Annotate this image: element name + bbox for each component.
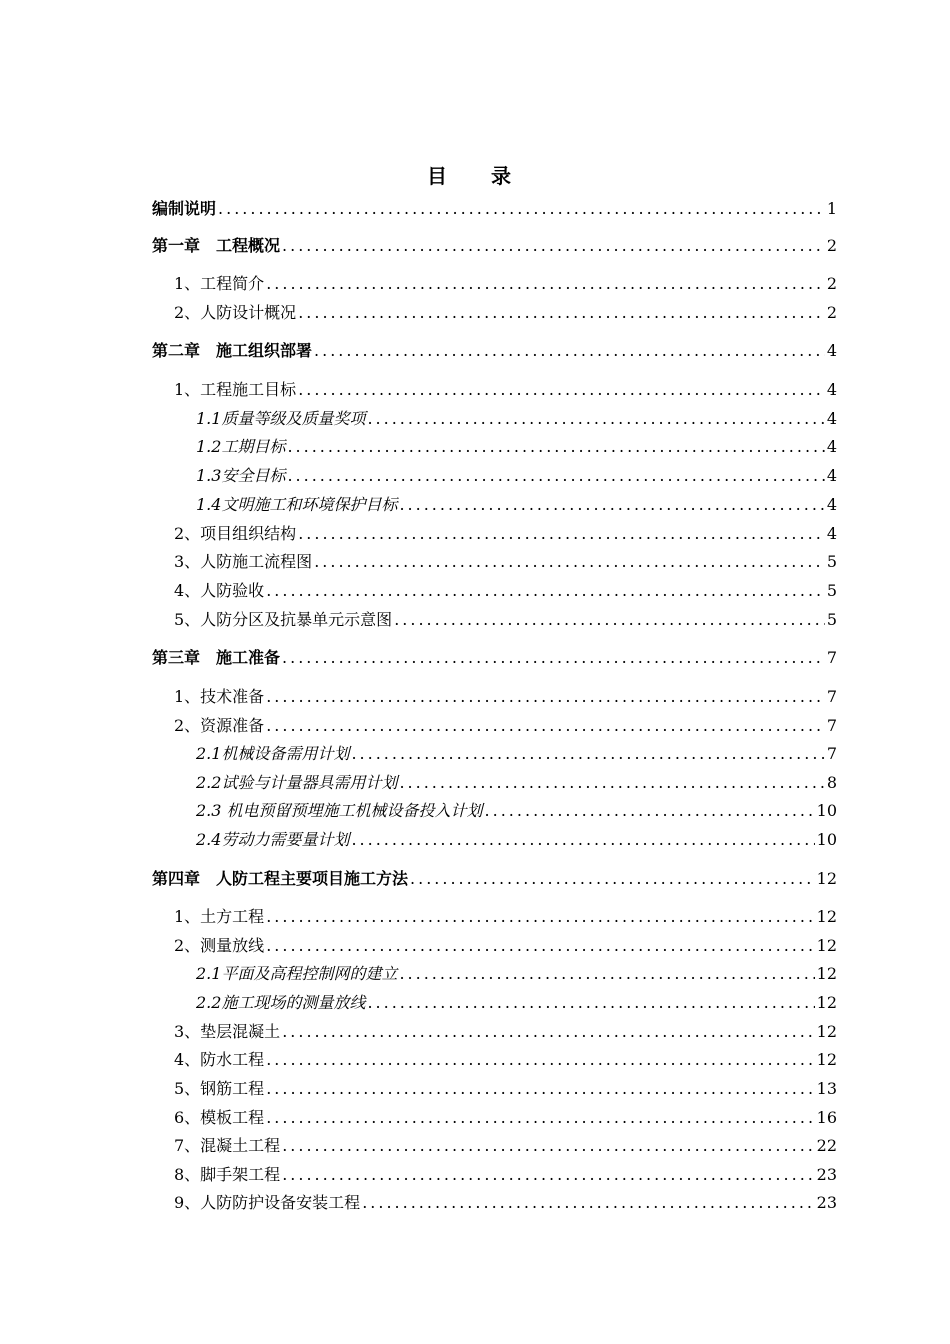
toc-dot-leader [282,1165,814,1185]
toc-entry-label: 1.1质量等级及质量奖项 [196,409,366,428]
toc-entry[interactable] [0,1165,837,1185]
toc-dot-leader [367,409,824,429]
toc-entry[interactable] [0,1022,837,1042]
toc-entry-label: 5、钢筋工程 [174,1079,265,1098]
toc-entry[interactable] [0,409,837,429]
toc-page-number: 4 [826,495,837,514]
toc-page-number: 2 [826,303,837,322]
toc-entry-label: 2.1机械设备需用计划 [196,744,350,763]
page-title: 目 录 [427,164,523,188]
toc-entry[interactable] [0,648,837,668]
toc-dot-leader [399,773,824,793]
toc-entry-label: 1.4文明施工和环境保护目标 [196,495,398,514]
toc-dot-leader [266,274,825,294]
toc-dot-leader [485,801,815,821]
toc-page-number: 12 [816,869,837,888]
toc-dot-leader [282,1136,814,1156]
toc-dot-leader [298,380,825,400]
toc-page-number: 5 [826,552,837,571]
toc-entry-label: 1、技术准备 [174,687,265,706]
toc-page-number: 10 [816,830,837,849]
toc-dot-leader [266,1108,814,1128]
toc-page-number: 23 [816,1165,837,1184]
toc-dot-leader [266,581,825,601]
toc-dot-leader [282,236,825,256]
toc-page-number: 8 [826,773,837,792]
toc-page-number: 7 [826,716,837,735]
toc-entry-label: 5、人防分区及抗暴单元示意图 [174,610,393,629]
toc-entry[interactable] [0,552,837,572]
toc-entry[interactable] [0,830,837,850]
toc-entry[interactable] [0,495,837,515]
toc-entry-label: 2.2施工现场的测量放线 [196,993,366,1012]
toc-page-number: 16 [816,1108,837,1127]
toc-dot-leader [298,303,825,323]
toc-dot-leader [399,495,824,515]
toc-page-number: 22 [816,1136,837,1155]
toc-page-number: 12 [816,993,837,1012]
toc-entry-label: 第二章 施工组织部署 [152,341,313,360]
toc-page-number: 12 [816,936,837,955]
toc-entry[interactable] [0,869,837,889]
toc-dot-leader [218,199,825,219]
toc-page-number: 12 [816,1050,837,1069]
toc-entry[interactable] [0,1079,837,1099]
toc-dot-leader [266,936,814,956]
toc-entry-label: 第三章 施工准备 [152,648,281,667]
toc-page-number: 7 [826,687,837,706]
toc-page-number: 2 [826,236,837,255]
toc-entry[interactable] [0,1193,837,1213]
toc-dot-leader [394,610,825,630]
toc-entry-label: 1、工程施工目标 [174,380,297,399]
toc-entry[interactable] [0,687,837,707]
toc-entry-label: 2、人防设计概况 [174,303,297,322]
toc-entry[interactable] [0,437,837,457]
toc-dot-leader [266,907,814,927]
toc-dot-leader [351,744,824,764]
toc-entry-label: 1.3安全目标 [196,466,286,485]
toc-page-number: 7 [826,648,837,667]
toc-dot-leader [266,1050,814,1070]
toc-entry-label: 8、脚手架工程 [174,1165,281,1184]
toc-entry[interactable] [0,199,837,219]
toc-entry[interactable] [0,801,837,821]
toc-entry-label: 2.4劳动力需要量计划 [196,830,350,849]
toc-entry[interactable] [0,610,837,630]
toc-entry[interactable] [0,466,837,486]
toc-page-number: 7 [826,744,837,763]
toc-entry[interactable] [0,341,837,361]
toc-entry-label: 9、人防防护设备安装工程 [174,1193,361,1212]
toc-entry-label: 2、项目组织结构 [174,524,297,543]
toc-entry-label: 6、模板工程 [174,1108,265,1127]
toc-dot-leader [287,437,824,457]
toc-page-number: 4 [826,380,837,399]
toc-dot-leader [282,648,825,668]
toc-entry[interactable] [0,1136,837,1156]
toc-dot-leader [298,524,825,544]
toc-entry-label: 第一章 工程概况 [152,236,281,255]
toc-page-number: 2 [826,274,837,293]
toc-entry[interactable] [0,236,837,256]
toc-entry-label: 1.2工期目标 [196,437,286,456]
toc-entry-label: 7、混凝土工程 [174,1136,281,1155]
toc-page-number: 12 [816,964,837,983]
toc-page-number: 4 [826,466,837,485]
toc-dot-leader [287,466,824,486]
toc-entry[interactable] [0,993,837,1013]
toc-entry[interactable] [0,274,837,294]
toc-entry-label: 2.3 机电预留预埋施工机械设备投入计划 [196,801,483,820]
toc-page-number: 12 [816,1022,837,1041]
toc-entry[interactable] [0,964,837,984]
toc-entry-label: 2、测量放线 [174,936,265,955]
toc-dot-leader [410,869,815,889]
toc-entry-label: 3、垫层混凝土 [174,1022,281,1041]
toc-entry-label: 2.2试验与计量器具需用计划 [196,773,398,792]
toc-entry[interactable] [0,1050,837,1070]
toc-page-number: 10 [816,801,837,820]
toc-entry[interactable] [0,581,837,601]
toc-entry-label: 1、土方工程 [174,907,265,926]
toc-entry-label: 2.1平面及高程控制网的建立 [196,964,398,983]
toc-entry-label: 编制说明 [152,199,217,218]
toc-entry[interactable] [0,303,837,323]
toc-dot-leader [399,964,814,984]
toc-entry[interactable] [0,716,837,736]
toc-page-number: 12 [816,907,837,926]
toc-page-number: 23 [816,1193,837,1212]
toc-entry-label: 第四章 人防工程主要项目施工方法 [152,869,409,888]
toc-entry[interactable] [0,773,837,793]
toc-entry-label: 2、资源准备 [174,716,265,735]
toc-dot-leader [282,1022,814,1042]
toc-dot-leader [351,830,814,850]
toc-dot-leader [266,1079,814,1099]
toc-page-number: 5 [826,581,837,600]
toc-entry[interactable] [0,524,837,544]
toc-entry[interactable] [0,907,837,927]
toc-entry-label: 4、人防验收 [174,581,265,600]
toc-page-number: 1 [826,199,837,218]
toc-page-number: 5 [826,610,837,629]
toc-page-number: 4 [826,409,837,428]
toc-entry-label: 3、人防施工流程图 [174,552,313,571]
toc-entry[interactable] [0,936,837,956]
toc-page-number: 4 [826,524,837,543]
toc-entry[interactable] [0,380,837,400]
toc-dot-leader [314,341,825,361]
toc-dot-leader [266,716,825,736]
toc-page-number: 4 [826,437,837,456]
toc-entry[interactable] [0,1108,837,1128]
toc-dot-leader [367,993,814,1013]
toc-dot-leader [314,552,825,572]
toc-dot-leader [362,1193,814,1213]
toc-entry-label: 1、工程简介 [174,274,265,293]
toc-page-number: 13 [816,1079,837,1098]
toc-entry[interactable] [0,744,837,764]
toc-entry-label: 4、防水工程 [174,1050,265,1069]
toc-dot-leader [266,687,825,707]
toc-page-number: 4 [826,341,837,360]
